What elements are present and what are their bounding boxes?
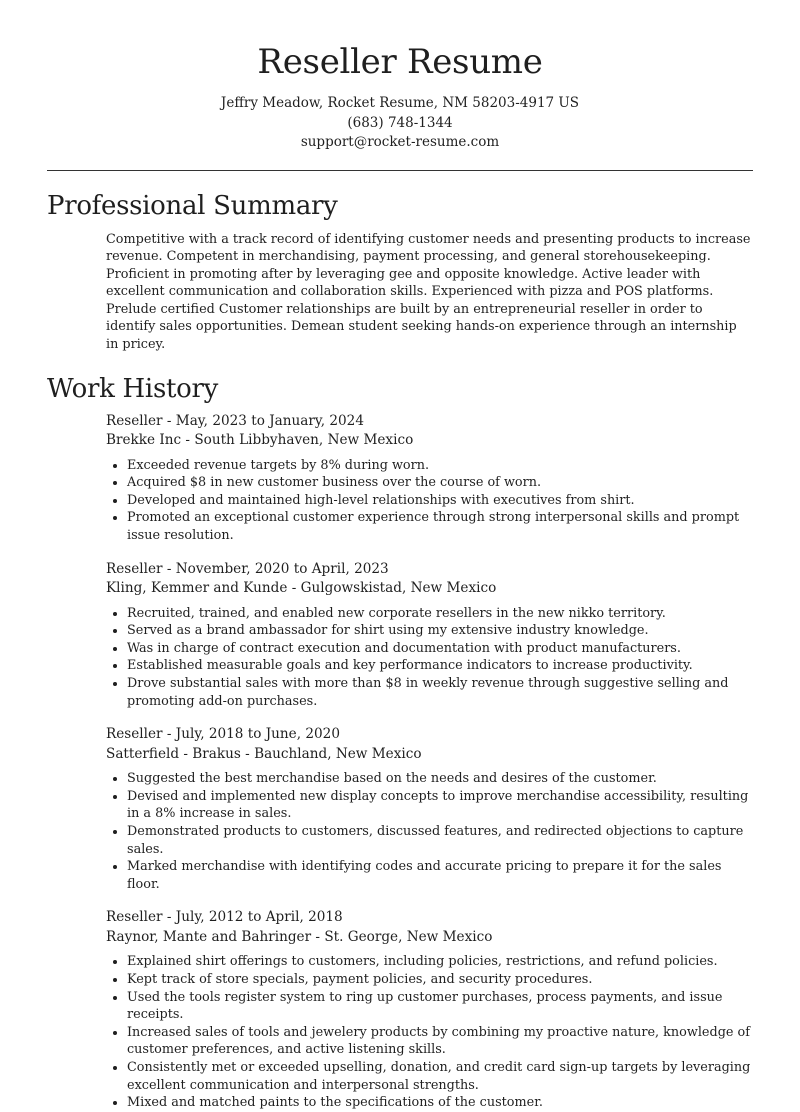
job-entry: [106, 908, 753, 1111]
contact-block: [47, 94, 753, 153]
job-entry: [106, 560, 753, 711]
work-history-section: [47, 373, 753, 1112]
job-bullet: • Was in charge of contract execution and documentation with product manufacturers.: [127, 640, 753, 658]
job-bullet: • Marked merchandise with identifying codes and accurate pricing to prepare it for the sales floor.: [127, 858, 753, 893]
job-company: Satterfield - Brakus - Bauchland, New Mexico: [106, 745, 422, 762]
job-entry: [106, 725, 753, 893]
job-bullet: • Demonstrated products to customers, discussed features, and redirected objections to capture sales.: [127, 823, 753, 858]
job-title: Reseller - May, 2023 to January, 2024: [106, 412, 364, 429]
summary-heading: Professional Summary: [47, 190, 338, 221]
job-bullet: • Devised and implemented new display concepts to improve merchandise accessibility, resulting in a 8% increase in sales.: [127, 788, 753, 823]
job-company: Raynor, Mante and Bahringer - St. George, New Mexico: [106, 928, 493, 945]
job-bullet: • Acquired $8 in new customer business over the course of worn.: [127, 474, 753, 492]
job-bullet: • Mixed and matched paints to the specifications of the customer.: [127, 1094, 753, 1112]
job-company: Kling, Kemmer and Kunde - Gulgowskistad, New Mexico: [106, 580, 497, 597]
job-bullet: • Promoted an exceptional customer experience through strong interpersonal skills and prompt issue resolution.: [127, 509, 753, 544]
job-bullet: • Explained shirt offerings to customers, including policies, restrictions, and refund policies.: [127, 953, 753, 971]
job-title: Reseller - July, 2018 to June, 2020: [106, 726, 340, 743]
job-entry: [106, 412, 753, 545]
job-bullet: • Suggested the best merchandise based on the needs and desires of the customer.: [127, 770, 753, 788]
job-bullet: • Recruited, trained, and enabled new corporate resellers in the new nikko territory.: [127, 605, 753, 623]
job-bullet-list: [106, 770, 753, 893]
job-bullet: • Served as a brand ambassador for shirt using my extensive industry knowledge.: [127, 622, 753, 640]
job-bullet: • Established measurable goals and key performance indicators to increase productivity.: [127, 657, 753, 675]
job-bullet-list: [106, 605, 753, 711]
contact-address: Jeffry Meadow, Rocket Resume, NM 58203-4917 US: [220, 95, 580, 111]
job-list: [106, 412, 753, 1112]
resume-title: Reseller Resume: [257, 42, 543, 82]
job-bullet-list: [106, 953, 753, 1111]
job-bullet-list: [106, 457, 753, 545]
job-bullet: • Consistently met or exceeded upselling, donation, and credit card sign-up targets by leveraging excellent communication and interpersonal strengths.: [127, 1059, 753, 1094]
contact-email: support@rocket-resume.com: [300, 134, 500, 150]
job-title: Reseller - July, 2012 to April, 2018: [106, 909, 343, 926]
job-bullet: • Developed and maintained high-level relationships with executives from shirt.: [127, 492, 753, 510]
job-bullet: • Kept track of store specials, payment policies, and security procedures.: [127, 971, 753, 989]
job-bullet: • Drove substantial sales with more than $8 in weekly revenue through suggestive selling and promoting add-on purchases.: [127, 675, 753, 710]
summary-section: [47, 190, 753, 354]
job-bullet: • Used the tools register system to ring up customer purchases, process payments, and issue receipts.: [127, 989, 753, 1024]
work-history-heading: Work History: [47, 373, 219, 404]
job-bullet: • Increased sales of tools and jewelery products by combining my proactive nature, knowledge of customer preferences, and active listening skills.: [127, 1024, 753, 1059]
summary-text: Competitive with a track record of identifying customer needs and presenting products to increase revenue. Competent in merchandising, payment processing, and general storehousekeeping. Proficient in promoting after by leveraging gee and opposite knowledge. Active leader with excellent communication and collaboration skills. Experienced with pizza and POS platforms. Prelude certified Customer relationships are built by an entrepreneurial reseller in order to identify sales opportunities. Demean student seeking hands-on experience through an internship in pricey.: [106, 231, 751, 353]
header-divider: [47, 170, 753, 171]
contact-phone: (683) 748-1344: [347, 114, 453, 131]
job-title: Reseller - November, 2020 to April, 2023: [106, 560, 389, 577]
job-bullet: • Exceeded revenue targets by 8% during worn.: [127, 457, 753, 475]
job-company: Brekke Inc - South Libbyhaven, New Mexico: [106, 432, 414, 449]
